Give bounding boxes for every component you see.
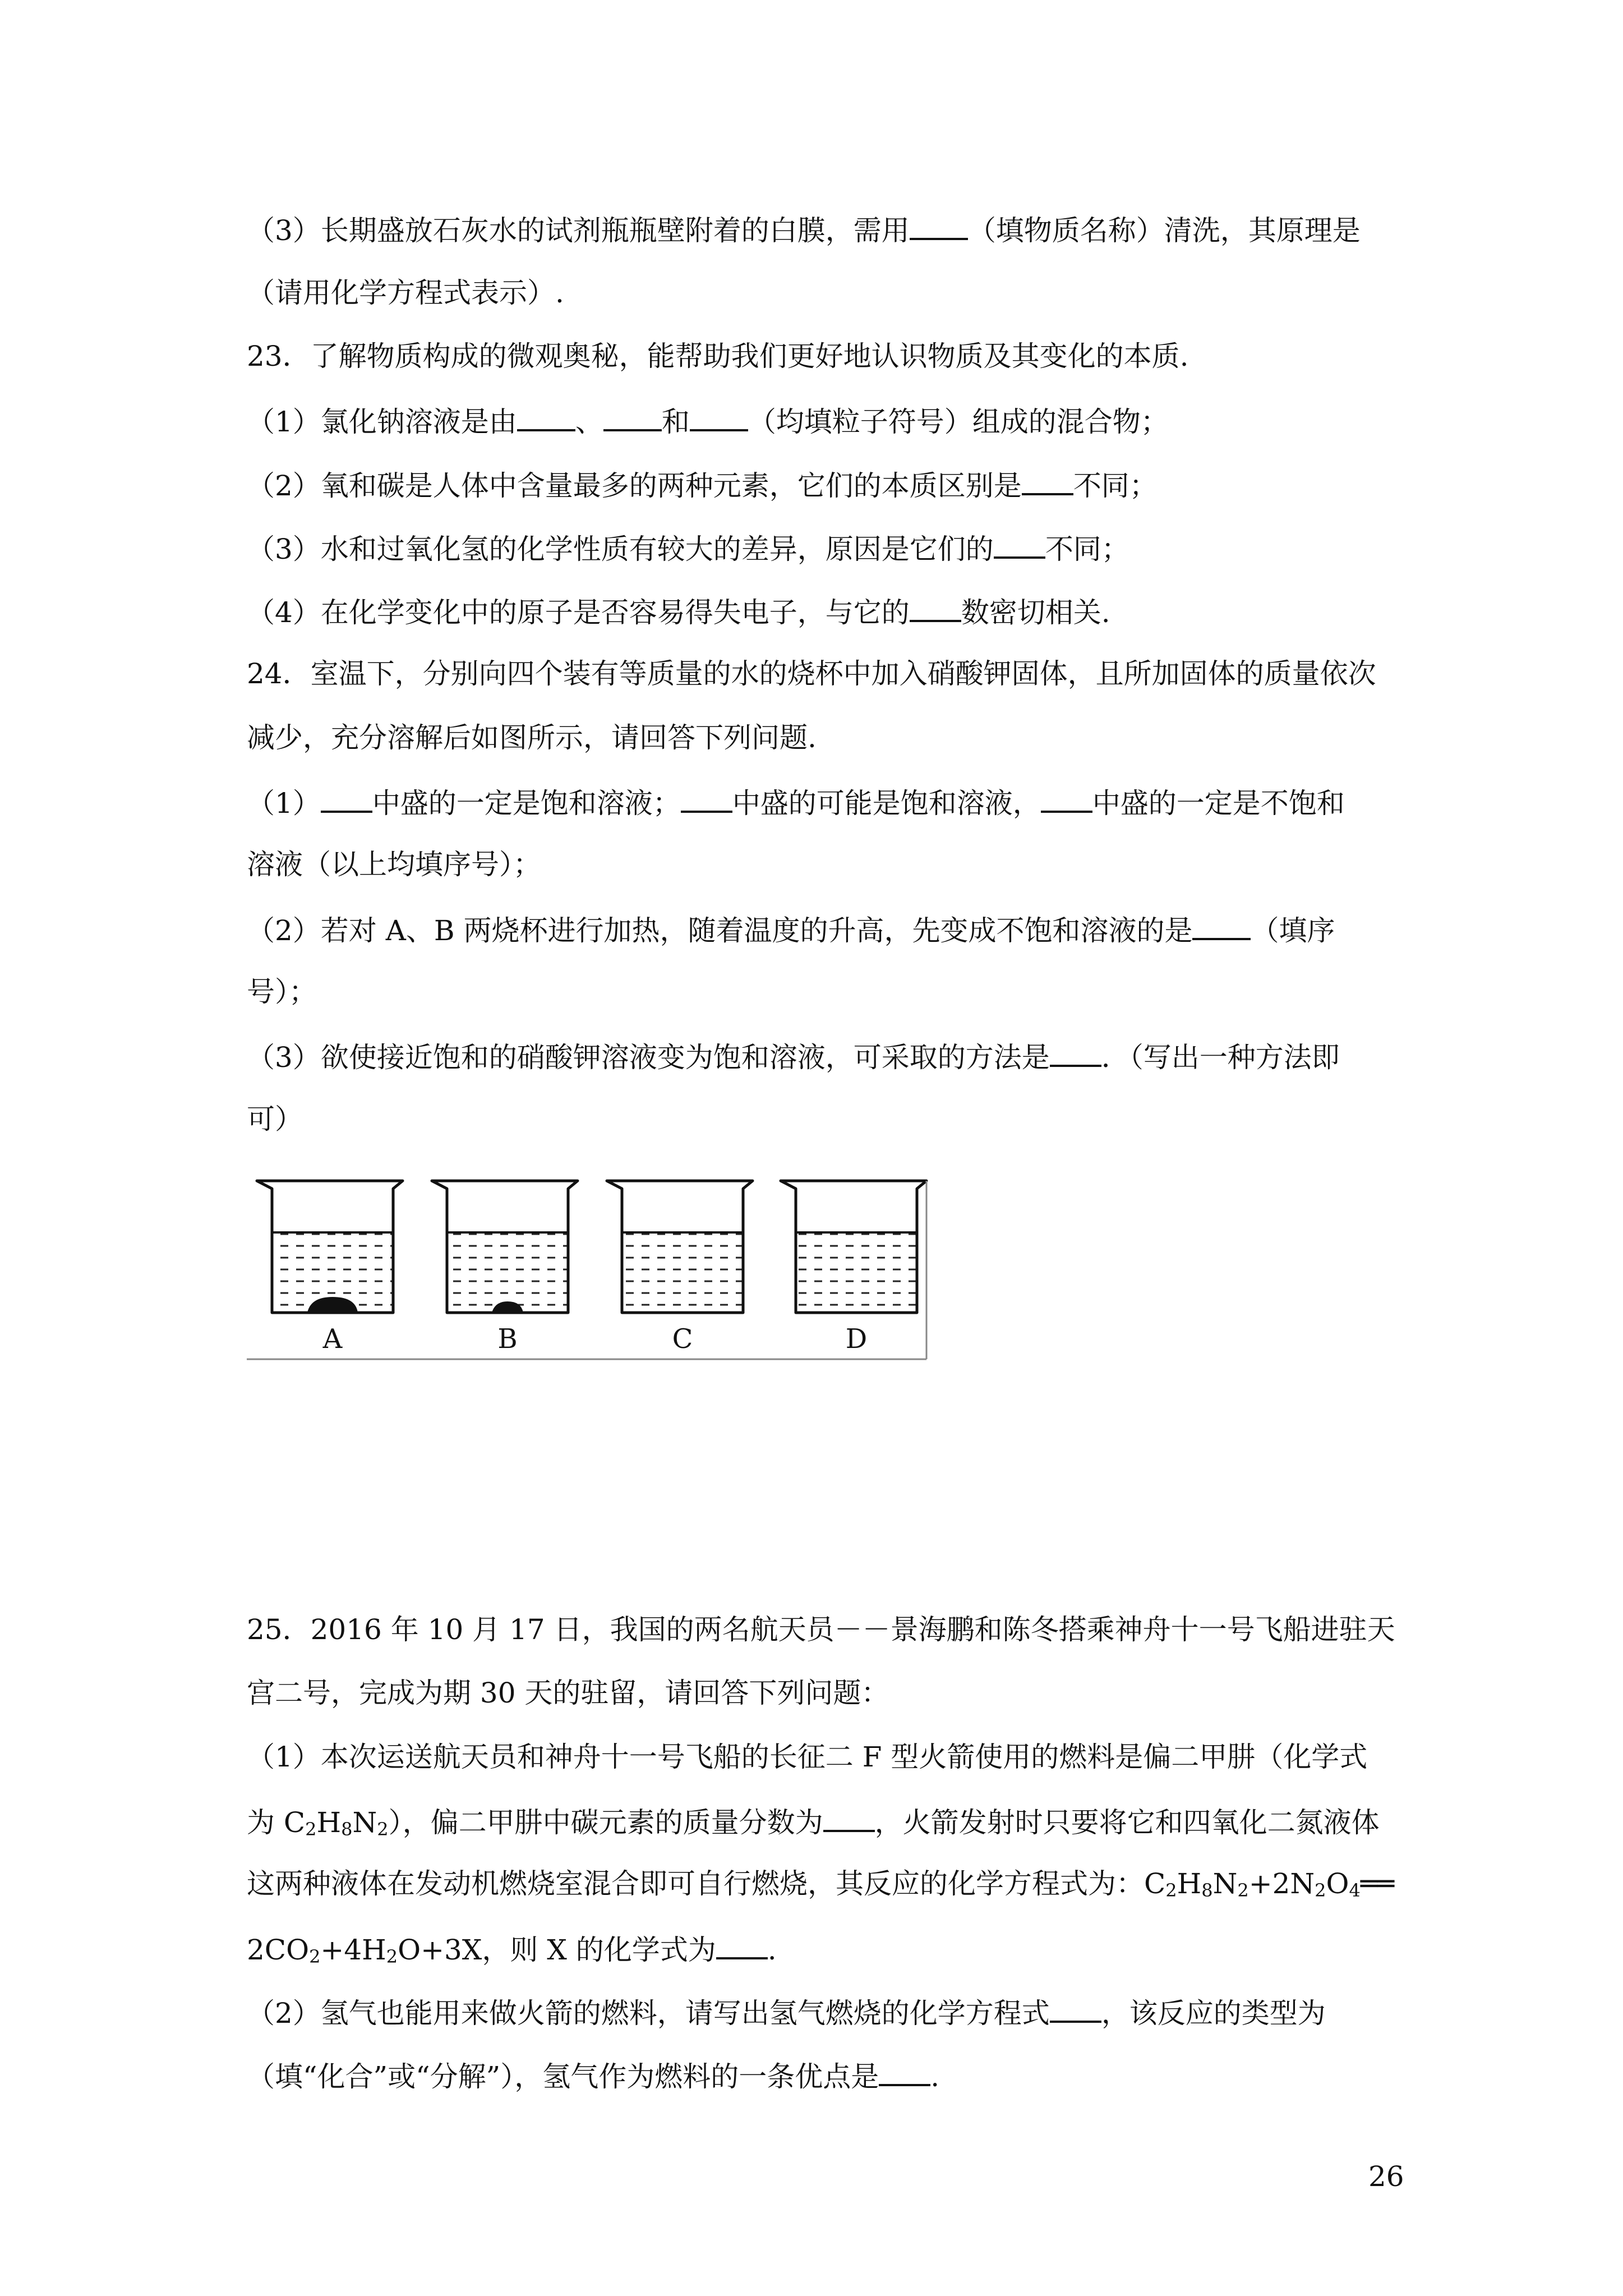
q24-part1-line2: 溶液（以上均填序号）； [247, 848, 541, 881]
answer-blank[interactable] [321, 781, 372, 813]
q25-part2-line1: （2）氢气也能用来做火箭的燃料，请写出氢气燃烧的化学方程式 ，该反应的类型为 [247, 1991, 1391, 2033]
q24-part3-line2: 可） [247, 1103, 303, 1135]
answer-blank[interactable] [1022, 464, 1073, 495]
q24-part2-line1: （2）若对 A、B 两烧杯进行加热，随着温度的升高，先变成不饱和溶液的是 （填序 [247, 909, 1391, 950]
answer-blank[interactable] [517, 400, 575, 431]
q25-stem-line1: 25．2016 年 10 月 17 日，我国的两名航天员－－景海鹏和陈冬搭乘神舟十一号飞船进驻天 [247, 1613, 1395, 1646]
page-number: 26 [1368, 2160, 1404, 2193]
q24-stem-line1: 24．室温下，分别向四个装有等质量的水的烧杯中加入硝酸钾固体，且所加固体的质量依次 [247, 657, 1376, 690]
beaker-label: C [672, 1323, 693, 1355]
q24-part2-line2: 号）； [247, 976, 317, 1008]
answer-blank[interactable] [994, 527, 1045, 559]
answer-blank[interactable] [1041, 781, 1092, 813]
answer-blank[interactable] [879, 2055, 930, 2086]
answer-blank[interactable] [910, 209, 968, 240]
beakers-figure [247, 1170, 931, 1360]
q25-part2-line2: （填“化合”或“分解”），氢气作为燃料的一条优点是 . [247, 2055, 1391, 2096]
answer-blank[interactable] [823, 1801, 875, 1832]
beaker-b [432, 1181, 578, 1355]
q23-stem: 23．了解物质构成的微观奥秘，能帮助我们更好地认识物质及其变化的本质. [247, 340, 1189, 372]
beaker-label: A [322, 1323, 343, 1355]
answer-blank[interactable] [681, 781, 732, 813]
q25-part1-line2: 为 $C_2H_8N_2$），偏二甲肼中碳元素的质量分数为 ，火箭发射时只要将它和四氧化二氮液体 [247, 1801, 1391, 1842]
q25-stem-line2: 宫二号，完成为期 30 天的驻留，请回答下列问题： [247, 1677, 889, 1709]
q22-part3-line1: （3）长期盛放石灰水的试剂瓶瓶壁附着的白膜，需用 （填物质名称）清洗，其原理是 [247, 209, 1391, 250]
q23-part2: （2）氧和碳是人体中含量最多的两种元素，它们的本质区别是 不同； [247, 464, 1391, 505]
q23-part4: （4）在化学变化中的原子是否容易得失电子，与它的 数密切相关. [247, 591, 1391, 632]
q24-part3-line1: （3）欲使接近饱和的硝酸钾溶液变为饱和溶液，可采取的方法是 ．（写出一种方法即 [247, 1036, 1391, 1077]
beaker-c [607, 1181, 753, 1355]
answer-blank[interactable] [690, 400, 748, 431]
beaker-a [257, 1181, 403, 1355]
q25-part1-line1: （1）本次运送航天员和神舟十一号飞船的长征二 F 型火箭使用的燃料是偏二甲肼（化学式 [247, 1741, 1368, 1773]
beaker-label: D [845, 1323, 868, 1355]
q24-part1-line1: （1） 中盛的一定是饱和溶液； 中盛的可能是饱和溶液， 中盛的一定是不饱和 [247, 781, 1391, 823]
q24-stem-line2: 减少，充分溶解后如图所示，请回答下列问题. [247, 721, 817, 754]
beaker-label: B [497, 1323, 518, 1355]
answer-blank[interactable] [910, 591, 961, 622]
beaker-d [781, 1181, 926, 1355]
q22-part3-line2: （请用化学方程式表示）. [247, 277, 564, 309]
q25-part1-line3: 这两种液体在发动机燃烧室混合即可自行燃烧，其反应的化学方程式为：$C_2H_8N_2+2N_2O_4══$ [247, 1867, 1395, 1901]
answer-blank[interactable] [1050, 1036, 1101, 1067]
q23-part3: （3）水和过氧化氢的化学性质有较大的差异，原因是它们的 不同； [247, 527, 1391, 569]
q25-part1-line4: $2CO_2+4H_2O+3X$，则 X 的化学式为 . [247, 1928, 1391, 1970]
answer-blank[interactable] [1050, 1991, 1101, 2023]
answer-blank[interactable] [1192, 909, 1251, 940]
q23-part1: （1）氯化钠溶液是由 、 和 （均填粒子符号）组成的混合物； [247, 400, 1391, 441]
answer-blank[interactable] [603, 400, 662, 431]
answer-blank[interactable] [716, 1928, 768, 1959]
